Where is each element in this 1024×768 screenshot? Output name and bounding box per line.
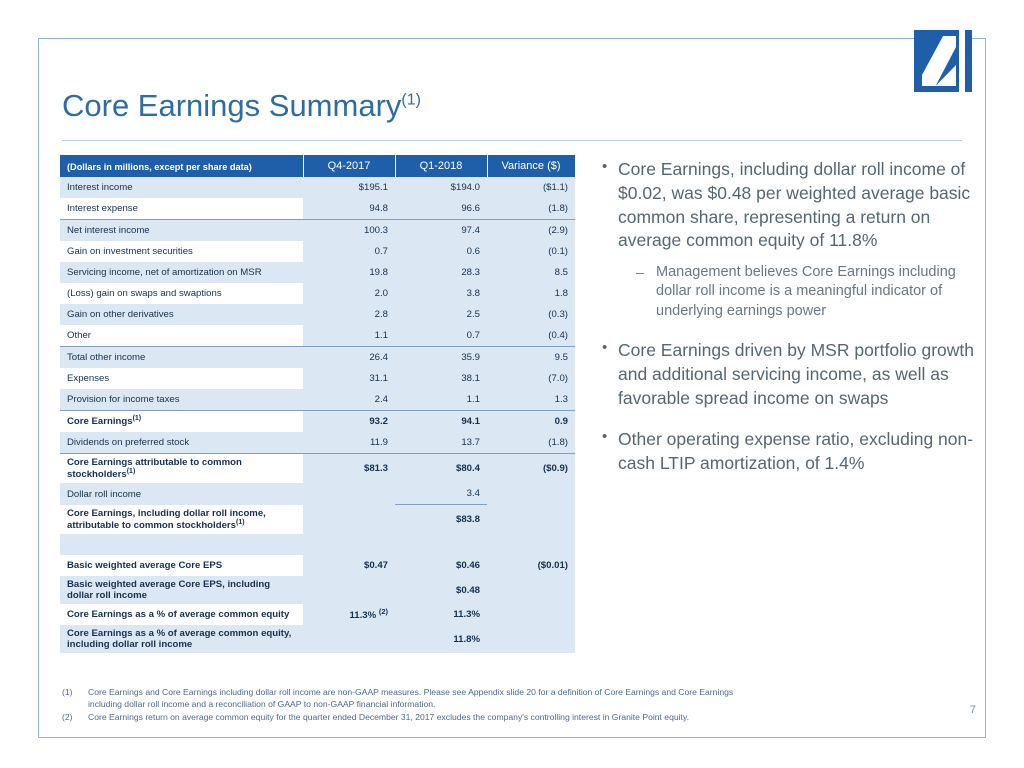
page-title-text: Core Earnings Summary	[62, 88, 402, 123]
row-value-q1: 96.6	[395, 198, 487, 220]
row-value-q4: $81.3	[303, 454, 395, 484]
bullet-text: Core Earnings driven by MSR portfolio growth and additional servicing income, as well as favorable spread income on swaps	[618, 340, 974, 408]
table-row	[60, 304, 575, 325]
row-value-q1: 1.1	[395, 389, 487, 411]
row-label	[60, 411, 303, 433]
row-value-q1: 35.9	[395, 347, 487, 369]
row-label: Servicing income, net of amortization on MSR	[60, 262, 303, 283]
row-value-q4: 11.9	[303, 432, 395, 454]
row-value-var: 1.3	[487, 389, 575, 411]
row-value-q1: $83.8	[395, 505, 487, 534]
row-value-var	[487, 576, 575, 604]
row-value-q4: 31.1	[303, 368, 395, 389]
spacer-cell	[487, 534, 575, 555]
table-header-variance: Variance ($)	[487, 155, 575, 177]
row-label: Interest expense	[60, 198, 303, 220]
footnote-item	[62, 711, 942, 723]
row-value-q4: 94.8	[303, 198, 395, 220]
row-value-var: (1.8)	[487, 198, 575, 220]
row-label: Gain on investment securities	[60, 241, 303, 262]
spacer-cell	[303, 534, 395, 555]
footnote-text: Core Earnings return on average common equity for the quarter ended December 31, 2017 excludes the company's controlling interest in Granite Point equity.	[88, 711, 689, 722]
table-row	[60, 483, 575, 505]
table-spacer-row	[60, 534, 575, 555]
row-value-q4-text: 11.3%	[349, 610, 377, 622]
row-value-q4	[303, 604, 395, 625]
row-value-var: (0.1)	[487, 241, 575, 262]
page-number: 7	[969, 704, 976, 716]
row-label: Other	[60, 325, 303, 347]
row-value-q4: 19.8	[303, 262, 395, 283]
row-value-var: (1.8)	[487, 432, 575, 454]
footnote-marker: (1)	[62, 687, 73, 697]
footnote-continuation: including dollar roll income and a reconciliation of GAAP to non-GAAP financial information.	[88, 699, 436, 710]
table-row	[60, 625, 575, 653]
core-earnings-table	[60, 155, 576, 653]
row-label: Gain on other derivatives	[60, 304, 303, 325]
footnote-marker: (2)	[62, 711, 73, 722]
row-label: Total other income	[60, 347, 303, 369]
bullet-item	[600, 428, 990, 476]
bullet-list	[600, 158, 990, 494]
row-value-q1: 11.8%	[395, 625, 487, 653]
row-label: Interest income	[60, 177, 303, 198]
table-row	[60, 576, 575, 604]
page-title-footnote-marker: (1)	[401, 91, 421, 109]
row-label: Core Earnings as a % of average common equity	[60, 604, 303, 625]
table-row	[60, 368, 575, 389]
row-value-var: ($1.1)	[487, 177, 575, 198]
row-value-q4: 100.3	[303, 220, 395, 242]
row-label: Expenses	[60, 368, 303, 389]
bullet-item	[600, 158, 990, 321]
row-value-var: (2.9)	[487, 220, 575, 242]
row-value-var: (0.4)	[487, 325, 575, 347]
page-title	[62, 88, 421, 124]
row-label: Basic weighted average Core EPS, including dollar roll income	[60, 576, 303, 604]
row-label: (Loss) gain on swaps and swaptions	[60, 283, 303, 304]
row-value-var	[487, 604, 575, 625]
title-divider	[62, 140, 962, 141]
row-label-text: Core Earnings, including dollar roll income, attributable to common stockholders	[67, 507, 266, 531]
row-value-q1: 97.4	[395, 220, 487, 242]
row-value-q1: 3.8	[395, 283, 487, 304]
table-header-q4-2017: Q4-2017	[303, 155, 395, 177]
row-label: Core Earnings as a % of average common equity, including dollar roll income	[60, 625, 303, 653]
table-row	[60, 389, 575, 411]
row-label: Dollar roll income	[60, 483, 303, 505]
core-earnings-table-wrapper	[60, 155, 575, 653]
row-label-footnote: (1)	[235, 518, 245, 526]
row-value-q1: 3.4	[395, 483, 487, 505]
row-label-text: Core Earnings	[67, 416, 133, 428]
row-value-q4: 2.8	[303, 304, 395, 325]
footnote-item	[62, 686, 942, 698]
table-row	[60, 241, 575, 262]
table-row	[60, 198, 575, 220]
row-value-q1: $194.0	[395, 177, 487, 198]
row-label-footnote: (1)	[126, 468, 136, 476]
row-value-q1: 0.7	[395, 325, 487, 347]
table-header-label: (Dollars in millions, except per share data)	[60, 155, 303, 177]
sub-bullet-item	[634, 263, 990, 321]
row-label-footnote: (1)	[132, 415, 142, 423]
row-value-var	[487, 625, 575, 653]
row-value-var: (0.3)	[487, 304, 575, 325]
row-value-q1: $0.46	[395, 555, 487, 576]
row-value-q1: 94.1	[395, 411, 487, 433]
row-value-q1: 28.3	[395, 262, 487, 283]
footnote-text: Core Earnings and Core Earnings including dollar roll income are non-GAAP measures. Please see Appendix slide 20 for a definition of Core Earnings and Core Earnings	[88, 687, 734, 697]
table-row	[60, 432, 575, 454]
row-value-var: ($0.9)	[487, 454, 575, 484]
row-value-q4: 2.4	[303, 389, 395, 411]
table-row	[60, 325, 575, 347]
row-value-q4: 0.7	[303, 241, 395, 262]
row-value-q1: 38.1	[395, 368, 487, 389]
row-label: Provision for income taxes	[60, 389, 303, 411]
row-label: Basic weighted average Core EPS	[60, 555, 303, 576]
row-value-q1: $0.48	[395, 576, 487, 604]
row-value-var	[487, 483, 575, 505]
table-row	[60, 505, 575, 534]
row-value-q4-footnote: (2)	[378, 607, 388, 617]
row-label	[60, 505, 303, 534]
row-value-var: 9.5	[487, 347, 575, 369]
row-value-q4: 1.1	[303, 325, 395, 347]
row-value-q1: $80.4	[395, 454, 487, 484]
table-row	[60, 262, 575, 283]
table-header-q1-2018: Q1-2018	[395, 155, 487, 177]
row-label-text: Core Earnings attributable to common stockholders	[67, 457, 242, 481]
row-value-q4	[303, 576, 395, 604]
row-value-q4: 2.0	[303, 283, 395, 304]
row-value-var: 0.9	[487, 411, 575, 433]
row-value-q4: 26.4	[303, 347, 395, 369]
row-label	[60, 454, 303, 484]
table-row	[60, 411, 575, 433]
row-value-q4: $195.1	[303, 177, 395, 198]
bullet-item	[600, 339, 990, 410]
row-value-var: ($0.01)	[487, 555, 575, 576]
bottom-rule	[38, 737, 986, 738]
row-label: Net interest income	[60, 220, 303, 242]
table-row	[60, 177, 575, 198]
table-header-row	[60, 155, 575, 177]
sub-bullet-text: Management believes Core Earnings including dollar roll income is a meaningful indicator of underlying earnings power	[656, 264, 956, 319]
row-value-q4: $0.47	[303, 555, 395, 576]
row-value-var: 8.5	[487, 262, 575, 283]
table-row	[60, 555, 575, 576]
table-row	[60, 283, 575, 304]
spacer-cell	[60, 534, 303, 555]
row-value-var	[487, 505, 575, 534]
row-value-q1: 11.3%	[395, 604, 487, 625]
table-row	[60, 347, 575, 369]
table-row	[60, 220, 575, 242]
row-value-q4	[303, 625, 395, 653]
row-value-q1: 13.7	[395, 432, 487, 454]
row-value-q4: 93.2	[303, 411, 395, 433]
company-logo-icon	[914, 30, 972, 92]
spacer-cell	[395, 534, 487, 555]
row-label: Dividends on preferred stock	[60, 432, 303, 454]
bullet-text: Core Earnings, including dollar roll income of $0.02, was $0.48 per weighted average basic common share, representing a return on average common equity of 11.8%	[618, 159, 971, 251]
row-value-q4	[303, 505, 395, 534]
row-value-q1: 0.6	[395, 241, 487, 262]
bullet-text: Other operating expense ratio, excluding non-cash LTIP amortization, of 1.4%	[618, 429, 974, 474]
footnotes	[62, 686, 942, 723]
table-row	[60, 454, 575, 484]
row-value-q1: 2.5	[395, 304, 487, 325]
row-value-var: 1.8	[487, 283, 575, 304]
row-value-var: (7.0)	[487, 368, 575, 389]
table-row	[60, 604, 575, 625]
row-value-q4	[303, 483, 395, 505]
